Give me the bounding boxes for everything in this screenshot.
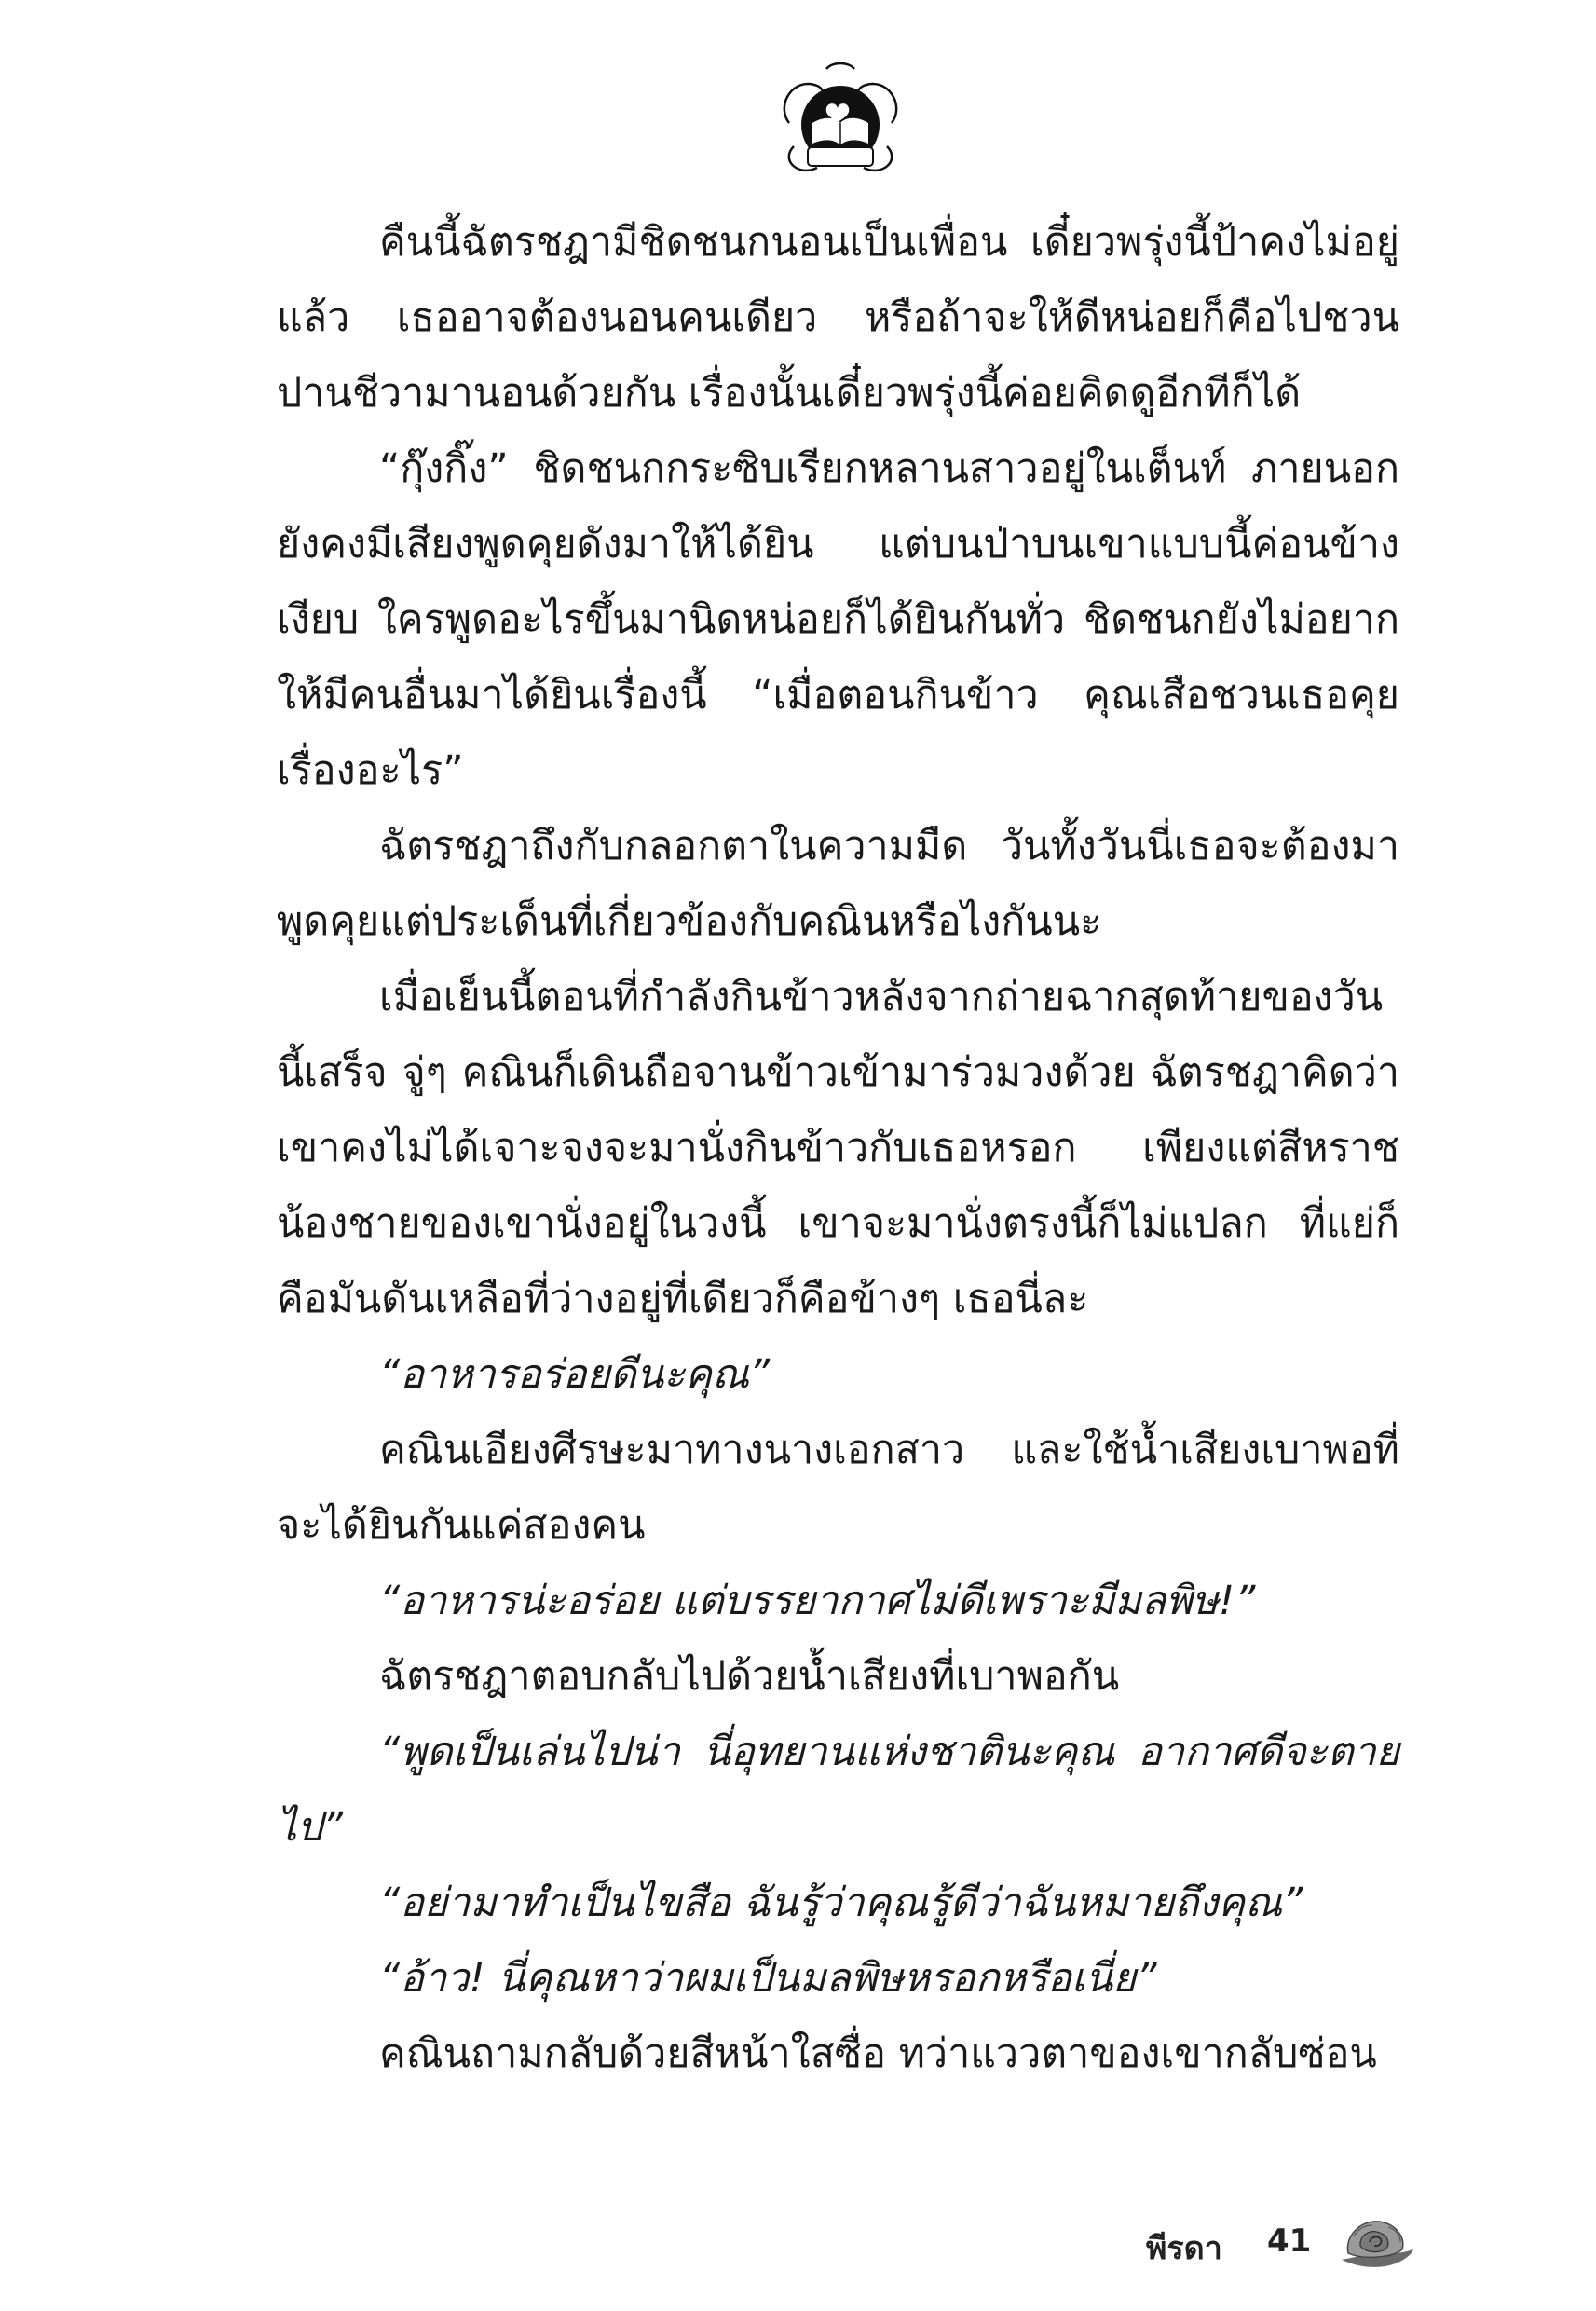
page-number: 41	[1267, 2222, 1312, 2260]
page-footer	[1146, 2213, 1416, 2278]
paragraph: คืนนี้ฉัตรชฎามีชิดชนกนอนเป็นเพื่อน เดี๋ยวพรุ่งนี้ป้าคงไม่อยู่แล้ว เธออาจต้องนอนคนเดียว หรือถ้าจะให้ดีหน่อยก็คือไปชวนปานชีวามานอนด้วยกัน เรื่องนั้นเดี๋ยวพรุ่งนี้ค่อยคิดดูอีกทีก็ได้	[277, 219, 1399, 417]
paragraph: เมื่อเย็นนี้ตอนที่กำลังกินข้าวหลังจากถ่ายฉากสุดท้ายของวันนี้เสร็จ จู่ๆ คณินก็เดินถือจานข้าวเข้ามาร่วมวงด้วย ฉัตรชฎาคิดว่าเขาคงไม่ได้เจาะจงจะมานั่งกินข้าวกับเธอหรอก เพียงแต่สีหราชน้องชายของเขานั่งอยู่ในวงนี้ เขาจะมานั่งตรงนี้ก็ไม่แปลก ที่แย่ก็คือมันดันเหลือที่ว่างอยู่ที่เดียวก็คือข้างๆ เธอนี่ละ	[277, 974, 1399, 1322]
dialogue-line: “อาหารน่ะอร่อย แต่บรรยากาศไม่ดีเพราะมีมลพิษ!”	[379, 1578, 1256, 1624]
dialogue-line: “อ้าว! นี่คุณหาว่าผมเป็นมลพิษหรอกหรือเนี่ย”	[379, 1955, 1157, 2002]
dialogue-line: “พูดเป็นเล่นไปน่า นี่อุทยานแห่งชาตินะคุณ อากาศดีจะตายไป”	[277, 1729, 1399, 1851]
paragraph: คณินถามกลับด้วยสีหน้าใสซื่อ ทว่าแววตาของเขากลับซ่อน	[379, 2031, 1377, 2077]
chapter-body	[277, 205, 1399, 2092]
rose-icon	[1337, 2208, 1416, 2274]
book-title: พีรดา	[1146, 2230, 1222, 2267]
paragraph: ฉัตรชฎาตอบกลับไปด้วยน้ำเสียงที่เบาพอกัน	[379, 1653, 1120, 1700]
dialogue-line: “อาหารอร่อยดีนะคุณ”	[379, 1351, 771, 1398]
paragraph: “กุ๊งกิ๊ง” ชิดชนกกระซิบเรียกหลานสาวอยู่ในเต็นท์ ภายนอกยังคงมีเสียงพูดคุยดังมาให้ได้ยิน แต่บนป่าบนเขาแบบนี้ค่อนข้างเงียบ ใครพูดอะไรขึ้นมานิดหน่อยก็ได้ยินกันทั่ว ชิดชนกยังไม่อยากให้มีคนอื่นมาได้ยินเรื่องนี้ “เมื่อตอนกินข้าว คุณเสือชวนเธอคุยเรื่องอะไร”	[277, 445, 1399, 794]
paragraph: คณินเอียงศีรษะมาทางนางเอกสาว และใช้น้ำเสียงเบาพอที่จะได้ยินกันแค่สองคน	[277, 1427, 1399, 1549]
publisher-logo-icon	[771, 58, 910, 185]
paragraph: ฉัตรชฎาถึงกับกลอกตาในความมืด วันทั้งวันนี่เธอจะต้องมาพูดคุยแต่ประเด็นที่เกี่ยวข้องกับคณินหรือไงกันนะ	[277, 823, 1399, 945]
dialogue-line: “อย่ามาทำเป็นไขสือ ฉันรู้ว่าคุณรู้ดีว่าฉันหมายถึงคุณ”	[379, 1880, 1303, 1926]
